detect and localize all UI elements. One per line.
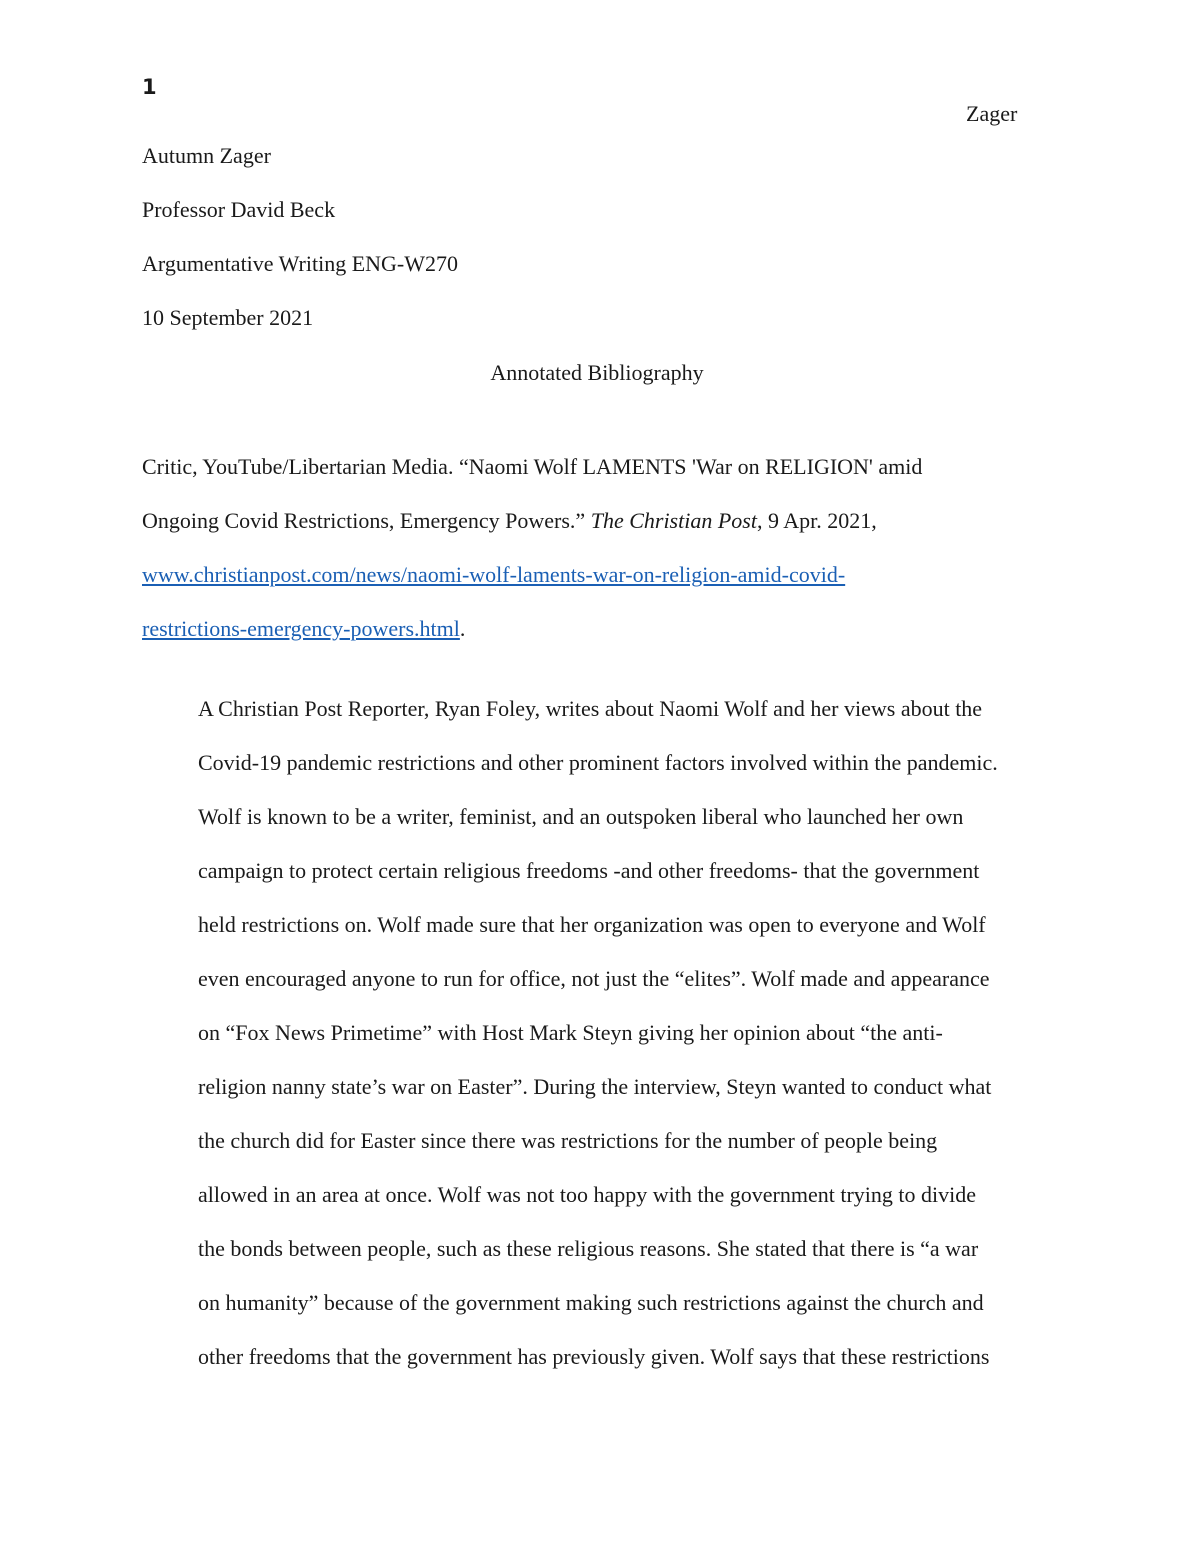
body-text bbox=[142, 440, 1052, 1384]
course-name: Argumentative Writing ENG-W270 bbox=[142, 251, 459, 276]
annotation-line: Wolf is known to be a writer, feminist, and an outspoken liberal who launched her own bbox=[198, 804, 964, 829]
annotation-line: Covid-19 pandemic restrictions and other prominent factors involved within the pandemic. bbox=[198, 750, 998, 775]
annotation-line: religion nanny state’s war on Easter”. During the interview, Steyn wanted to conduct what bbox=[198, 1074, 992, 1099]
citation-date: , 9 Apr. 2021, bbox=[756, 508, 877, 533]
citation-line-1: Critic, YouTube/Libertarian Media. “Naomi Wolf LAMENTS 'War on RELIGION' amid bbox=[142, 454, 923, 479]
citation-article-title-end: Ongoing Covid Restrictions, Emergency Powers.” bbox=[142, 508, 591, 533]
heading-block bbox=[142, 142, 1062, 358]
annotation-line: campaign to protect certain religious freedoms -and other freedoms- that the government bbox=[198, 858, 980, 883]
citation-entry bbox=[142, 440, 1052, 656]
citation-url-line-2 bbox=[142, 602, 1052, 656]
citation-url-link-part-1[interactable]: www.christianpost.com/news/naomi-wolf-laments-war-on-religion-amid-covid- bbox=[142, 562, 846, 587]
citation-url-link-part-2[interactable]: restrictions-emergency-powers.html bbox=[142, 616, 460, 641]
annotation-line: on “Fox News Primetime” with Host Mark Steyn giving her opinion about “the anti- bbox=[198, 1020, 943, 1045]
annotation-paragraph bbox=[198, 682, 1052, 1384]
annotation-line: on humanity” because of the government making such restrictions against the church and bbox=[198, 1290, 984, 1315]
annotation-line: the bonds between people, such as these religious reasons. She stated that there is “a war bbox=[198, 1236, 979, 1261]
citation-publication: The Christian Post bbox=[590, 508, 757, 533]
document-title: Annotated Bibliography bbox=[490, 360, 704, 385]
annotation-line: even encouraged anyone to run for office, not just the “elites”. Wolf made and appearance bbox=[198, 966, 990, 991]
citation-line-2 bbox=[142, 494, 1052, 548]
instructor-name: Professor David Beck bbox=[142, 197, 336, 222]
citation-url-line-1 bbox=[142, 548, 1052, 602]
annotation-line: the church did for Easter since there was restrictions for the number of people being bbox=[198, 1128, 938, 1153]
page-number: 1 bbox=[142, 75, 157, 99]
annotation-line: held restrictions on. Wolf made sure that her organization was open to everyone and Wolf bbox=[198, 912, 986, 937]
author-name: Autumn Zager bbox=[142, 143, 271, 168]
running-head: Zager bbox=[966, 101, 1018, 126]
annotation-line: other freedoms that the government has previously given. Wolf says that these restrictions bbox=[198, 1344, 990, 1369]
submission-date: 10 September 2021 bbox=[142, 305, 314, 330]
annotation-line: A Christian Post Reporter, Ryan Foley, writes about Naomi Wolf and her views about the bbox=[198, 696, 983, 721]
annotation-line: allowed in an area at once. Wolf was not too happy with the government trying to divide bbox=[198, 1182, 977, 1207]
citation-end-period: . bbox=[459, 616, 466, 641]
